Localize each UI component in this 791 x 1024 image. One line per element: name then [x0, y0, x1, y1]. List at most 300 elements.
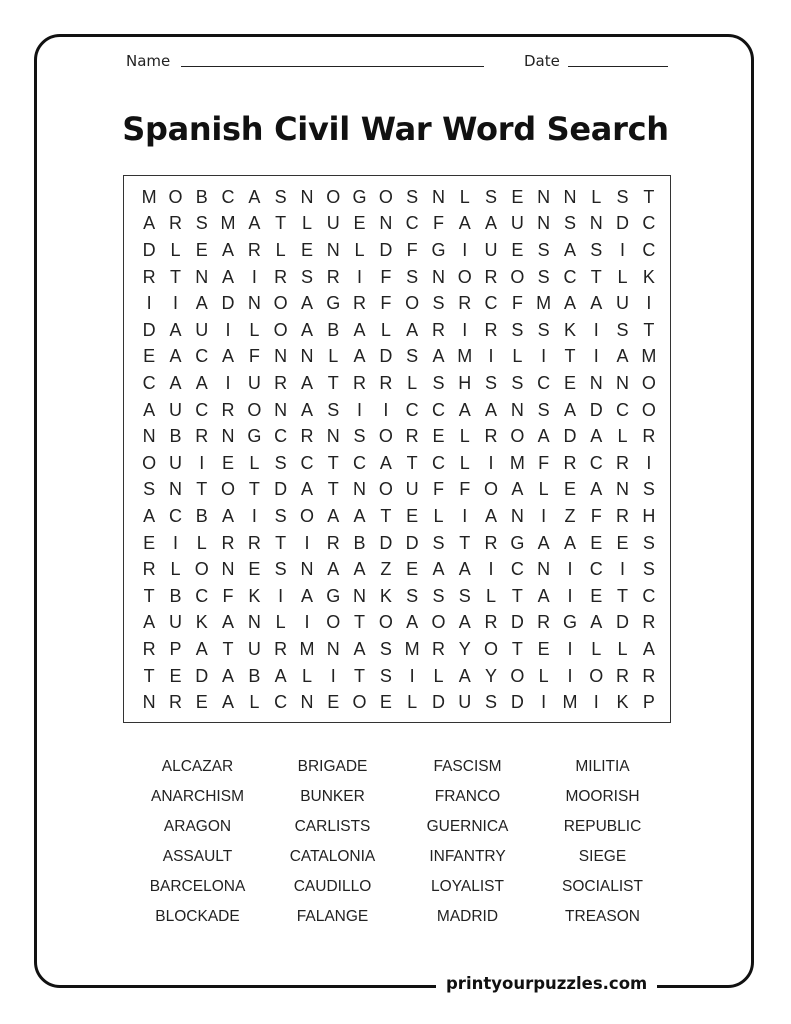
grid-letter[interactable]: T [617, 585, 629, 606]
grid-letter[interactable]: I [567, 638, 573, 659]
grid-letter[interactable]: B [169, 585, 182, 606]
grid-letter[interactable]: D [221, 293, 235, 314]
grid-letter[interactable]: L [459, 426, 470, 447]
grid-letter[interactable]: Y [485, 665, 498, 686]
grid-letter[interactable]: T [275, 213, 287, 234]
grid-letter[interactable]: A [195, 638, 208, 659]
grid-letter[interactable]: L [301, 213, 312, 234]
grid-letter[interactable]: E [406, 559, 419, 580]
grid-letter[interactable]: L [380, 319, 391, 340]
grid-letter[interactable]: T [380, 505, 392, 526]
grid-letter[interactable]: A [432, 346, 445, 367]
grid-letter[interactable]: E [537, 638, 550, 659]
grid-letter[interactable]: A [143, 612, 156, 633]
grid-letter[interactable]: A [590, 426, 603, 447]
grid-letter[interactable]: R [247, 532, 261, 553]
grid-letter[interactable]: N [142, 426, 156, 447]
grid-letter[interactable]: T [354, 612, 366, 633]
grid-letter[interactable]: N [274, 399, 288, 420]
grid-letter[interactable]: U [195, 319, 209, 340]
grid-letter[interactable]: A [458, 612, 471, 633]
grid-letter[interactable]: A [563, 239, 576, 260]
grid-letter[interactable]: A [300, 319, 313, 340]
grid-letter[interactable]: U [484, 239, 498, 260]
grid-letter[interactable]: C [642, 239, 656, 260]
grid-letter[interactable]: I [357, 399, 363, 420]
grid-letter[interactable]: U [247, 372, 261, 393]
grid-letter[interactable]: I [172, 532, 178, 553]
grid-letter[interactable]: T [327, 479, 339, 500]
grid-letter[interactable]: A [274, 665, 287, 686]
grid-letter[interactable]: A [222, 505, 235, 526]
grid-letter[interactable]: I [620, 239, 626, 260]
grid-letter[interactable]: S [432, 585, 445, 606]
grid-letter[interactable]: R [484, 612, 498, 633]
grid-letter[interactable]: T [248, 479, 260, 500]
grid-letter[interactable]: C [195, 585, 209, 606]
grid-letter[interactable]: I [172, 293, 178, 314]
grid-letter[interactable]: O [142, 452, 157, 473]
grid-letter[interactable]: A [563, 399, 576, 420]
grid-letter[interactable]: F [380, 266, 392, 287]
grid-letter[interactable]: G [431, 239, 446, 260]
grid-letter[interactable]: R [484, 532, 498, 553]
grid-letter[interactable]: F [222, 585, 234, 606]
grid-letter[interactable]: N [274, 346, 288, 367]
grid-letter[interactable]: L [459, 186, 470, 207]
grid-letter[interactable]: A [195, 293, 208, 314]
grid-letter[interactable]: A [248, 213, 261, 234]
grid-letter[interactable]: F [432, 479, 444, 500]
grid-letter[interactable]: T [143, 665, 155, 686]
grid-letter[interactable]: B [248, 665, 261, 686]
grid-letter[interactable]: N [326, 426, 340, 447]
grid-letter[interactable]: E [169, 665, 182, 686]
grid-letter[interactable]: S [642, 479, 655, 500]
grid-letter[interactable]: D [589, 399, 603, 420]
grid-letter[interactable]: R [353, 372, 367, 393]
grid-letter[interactable]: E [511, 186, 524, 207]
grid-letter[interactable]: C [589, 452, 603, 473]
grid-letter[interactable]: K [642, 266, 655, 287]
grid-letter[interactable]: O [194, 559, 209, 580]
grid-letter[interactable]: H [642, 505, 656, 526]
grid-letter[interactable]: L [407, 372, 418, 393]
grid-letter[interactable]: S [353, 426, 366, 447]
grid-letter[interactable]: C [431, 452, 445, 473]
grid-letter[interactable]: O [510, 665, 525, 686]
grid-letter[interactable]: D [431, 692, 445, 713]
grid-letter[interactable]: S [274, 505, 287, 526]
grid-letter[interactable]: R [484, 319, 498, 340]
grid-letter[interactable]: L [354, 239, 365, 260]
grid-letter[interactable]: A [248, 186, 261, 207]
grid-letter[interactable]: A [563, 293, 576, 314]
grid-letter[interactable]: T [643, 319, 655, 340]
grid-letter[interactable]: A [511, 479, 524, 500]
grid-letter[interactable]: R [274, 266, 288, 287]
grid-letter[interactable]: R [221, 399, 235, 420]
grid-letter[interactable]: U [168, 612, 182, 633]
grid-letter[interactable]: A [590, 612, 603, 633]
grid-letter[interactable]: T [169, 266, 181, 287]
grid-letter[interactable]: R [379, 372, 393, 393]
grid-letter[interactable]: R [326, 266, 340, 287]
grid-letter[interactable]: T [354, 665, 366, 686]
grid-letter[interactable]: A [143, 399, 156, 420]
grid-letter[interactable]: R [431, 638, 445, 659]
grid-letter[interactable]: A [432, 559, 445, 580]
grid-letter[interactable]: I [541, 346, 547, 367]
grid-letter[interactable]: O [378, 612, 393, 633]
grid-letter[interactable]: M [299, 638, 315, 659]
grid-letter[interactable]: R [353, 293, 367, 314]
grid-letter[interactable]: S [537, 239, 550, 260]
grid-letter[interactable]: K [248, 585, 261, 606]
grid-letter[interactable]: A [458, 213, 471, 234]
grid-letter[interactable]: T [275, 532, 287, 553]
grid-letter[interactable]: I [593, 319, 599, 340]
grid-letter[interactable]: C [300, 452, 314, 473]
grid-letter[interactable]: O [378, 426, 393, 447]
grid-letter[interactable]: I [593, 346, 599, 367]
grid-letter[interactable]: L [249, 692, 260, 713]
grid-letter[interactable]: K [195, 612, 208, 633]
grid-letter[interactable]: A [590, 479, 603, 500]
grid-letter[interactable]: E [195, 239, 208, 260]
grid-letter[interactable]: U [247, 638, 261, 659]
grid-letter[interactable]: O [641, 399, 656, 420]
grid-letter[interactable]: R [431, 319, 445, 340]
grid-letter[interactable]: M [220, 213, 236, 234]
grid-letter[interactable]: D [142, 319, 156, 340]
grid-letter[interactable]: C [510, 559, 524, 580]
grid-letter[interactable]: S [616, 319, 629, 340]
grid-letter[interactable]: F [406, 239, 418, 260]
grid-letter[interactable]: A [222, 692, 235, 713]
grid-letter[interactable]: G [247, 426, 262, 447]
grid-letter[interactable]: A [458, 665, 471, 686]
grid-letter[interactable]: I [278, 585, 284, 606]
grid-letter[interactable]: G [326, 585, 341, 606]
date-line[interactable] [568, 66, 668, 67]
grid-letter[interactable]: T [327, 372, 339, 393]
grid-letter[interactable]: A [458, 399, 471, 420]
grid-letter[interactable]: L [170, 559, 181, 580]
grid-letter[interactable]: L [538, 479, 549, 500]
grid-letter[interactable]: C [642, 585, 656, 606]
grid-letter[interactable]: A [300, 479, 313, 500]
grid-letter[interactable]: A [353, 319, 366, 340]
grid-letter[interactable]: G [510, 532, 525, 553]
grid-letter[interactable]: L [170, 239, 181, 260]
grid-letter[interactable]: S [537, 266, 550, 287]
grid-letter[interactable]: R [405, 426, 419, 447]
grid-letter[interactable]: I [488, 452, 494, 473]
grid-letter[interactable]: N [353, 479, 367, 500]
grid-letter[interactable]: E [143, 532, 156, 553]
grid-letter[interactable]: M [641, 346, 657, 367]
grid-letter[interactable]: R [142, 638, 156, 659]
grid-letter[interactable]: D [379, 346, 393, 367]
grid-letter[interactable]: L [249, 319, 260, 340]
grid-letter[interactable]: O [510, 266, 525, 287]
grid-letter[interactable]: A [169, 346, 182, 367]
grid-letter[interactable]: E [590, 532, 603, 553]
grid-letter[interactable]: M [509, 452, 525, 473]
grid-letter[interactable]: T [143, 585, 155, 606]
grid-letter[interactable]: N [142, 692, 156, 713]
grid-letter[interactable]: L [486, 585, 497, 606]
grid-letter[interactable]: E [300, 239, 313, 260]
grid-letter[interactable]: D [616, 612, 630, 633]
grid-letter[interactable]: N [537, 186, 551, 207]
grid-letter[interactable]: A [143, 505, 156, 526]
grid-letter[interactable]: G [352, 186, 367, 207]
grid-letter[interactable]: S [406, 346, 419, 367]
grid-letter[interactable]: M [404, 638, 420, 659]
grid-letter[interactable]: F [432, 213, 444, 234]
grid-letter[interactable]: U [326, 213, 340, 234]
grid-letter[interactable]: O [221, 479, 236, 500]
grid-letter[interactable]: I [304, 532, 310, 553]
grid-letter[interactable]: B [353, 532, 366, 553]
grid-letter[interactable]: E [590, 585, 603, 606]
grid-letter[interactable]: Z [564, 505, 576, 526]
grid-letter[interactable]: I [541, 692, 547, 713]
grid-letter[interactable]: S [642, 532, 655, 553]
grid-letter[interactable]: S [379, 665, 392, 686]
grid-letter[interactable]: O [484, 638, 499, 659]
grid-letter[interactable]: S [511, 319, 524, 340]
grid-letter[interactable]: I [357, 266, 363, 287]
grid-letter[interactable]: C [405, 213, 419, 234]
grid-letter[interactable]: C [563, 266, 577, 287]
grid-letter[interactable]: T [643, 186, 655, 207]
grid-letter[interactable]: T [196, 479, 208, 500]
grid-letter[interactable]: F [459, 479, 471, 500]
grid-letter[interactable]: O [273, 319, 288, 340]
grid-letter[interactable]: O [641, 372, 656, 393]
grid-letter[interactable]: L [407, 692, 418, 713]
grid-letter[interactable]: A [537, 426, 550, 447]
grid-letter[interactable]: R [484, 266, 498, 287]
grid-letter[interactable]: S [327, 399, 340, 420]
grid-letter[interactable]: L [433, 505, 444, 526]
grid-letter[interactable]: L [196, 532, 207, 553]
grid-letter[interactable]: L [512, 346, 523, 367]
grid-letter[interactable]: C [642, 213, 656, 234]
grid-letter[interactable]: L [538, 665, 549, 686]
grid-letter[interactable]: R [168, 692, 182, 713]
grid-letter[interactable]: C [537, 372, 551, 393]
grid-letter[interactable]: I [646, 452, 652, 473]
grid-letter[interactable]: C [195, 399, 209, 420]
grid-letter[interactable]: A [485, 399, 498, 420]
grid-letter[interactable]: A [353, 505, 366, 526]
grid-letter[interactable]: A [300, 372, 313, 393]
grid-letter[interactable]: R [642, 426, 656, 447]
grid-letter[interactable]: D [616, 213, 630, 234]
grid-letter[interactable]: S [406, 585, 419, 606]
grid-letter[interactable]: O [299, 505, 314, 526]
grid-letter[interactable]: K [563, 319, 576, 340]
grid-letter[interactable]: T [327, 452, 339, 473]
grid-letter[interactable]: A [563, 532, 576, 553]
grid-letter[interactable]: C [142, 372, 156, 393]
grid-letter[interactable]: N [616, 479, 630, 500]
grid-letter[interactable]: O [589, 665, 604, 686]
grid-letter[interactable]: D [510, 692, 524, 713]
grid-letter[interactable]: I [383, 399, 389, 420]
grid-letter[interactable]: N [326, 638, 340, 659]
grid-letter[interactable]: N [589, 372, 603, 393]
grid-letter[interactable]: S [563, 213, 576, 234]
grid-letter[interactable]: L [275, 612, 286, 633]
grid-letter[interactable]: E [563, 479, 576, 500]
grid-letter[interactable]: L [249, 452, 260, 473]
grid-letter[interactable]: O [510, 426, 525, 447]
grid-letter[interactable]: N [510, 399, 524, 420]
grid-letter[interactable]: A [327, 505, 340, 526]
grid-letter[interactable]: C [616, 399, 630, 420]
grid-letter[interactable]: N [431, 266, 445, 287]
grid-letter[interactable]: A [353, 346, 366, 367]
grid-letter[interactable]: C [221, 186, 235, 207]
grid-letter[interactable]: A [169, 319, 182, 340]
grid-letter[interactable]: E [406, 505, 419, 526]
grid-letter[interactable]: E [222, 452, 235, 473]
grid-letter[interactable]: K [379, 585, 392, 606]
grid-letter[interactable]: A [327, 559, 340, 580]
grid-letter[interactable]: S [195, 213, 208, 234]
grid-letter[interactable]: U [616, 293, 630, 314]
grid-letter[interactable]: A [222, 266, 235, 287]
grid-letter[interactable]: I [146, 293, 152, 314]
grid-letter[interactable]: L [617, 426, 628, 447]
grid-letter[interactable]: N [247, 612, 261, 633]
grid-letter[interactable]: U [168, 452, 182, 473]
grid-letter[interactable]: R [616, 665, 630, 686]
grid-letter[interactable]: O [326, 612, 341, 633]
grid-letter[interactable]: A [353, 638, 366, 659]
grid-letter[interactable]: L [433, 665, 444, 686]
grid-letter[interactable]: R [537, 612, 551, 633]
grid-letter[interactable]: A [616, 346, 629, 367]
grid-letter[interactable]: T [459, 532, 471, 553]
grid-letter[interactable]: S [485, 186, 498, 207]
grid-letter[interactable]: F [248, 346, 260, 367]
grid-letter[interactable]: S [432, 293, 445, 314]
grid-letter[interactable]: L [591, 186, 602, 207]
grid-letter[interactable]: R [221, 532, 235, 553]
grid-letter[interactable]: I [567, 585, 573, 606]
grid-letter[interactable]: I [304, 612, 310, 633]
grid-letter[interactable]: N [510, 505, 524, 526]
grid-letter[interactable]: D [195, 665, 209, 686]
grid-letter[interactable]: L [275, 239, 286, 260]
grid-letter[interactable]: S [379, 638, 392, 659]
grid-letter[interactable]: T [590, 266, 602, 287]
grid-letter[interactable]: I [541, 505, 547, 526]
grid-letter[interactable]: I [462, 319, 468, 340]
grid-letter[interactable]: D [274, 479, 288, 500]
grid-letter[interactable]: R [563, 452, 577, 473]
grid-letter[interactable]: S [300, 266, 313, 287]
grid-letter[interactable]: S [274, 452, 287, 473]
grid-letter[interactable]: P [169, 638, 182, 659]
grid-letter[interactable]: C [195, 346, 209, 367]
grid-letter[interactable]: A [590, 293, 603, 314]
grid-letter[interactable]: I [462, 505, 468, 526]
grid-letter[interactable]: N [300, 692, 314, 713]
grid-letter[interactable]: R [195, 426, 209, 447]
grid-letter[interactable]: S [537, 399, 550, 420]
grid-letter[interactable]: C [405, 399, 419, 420]
grid-letter[interactable]: A [406, 319, 419, 340]
grid-letter[interactable]: D [510, 612, 524, 633]
grid-letter[interactable]: I [409, 665, 415, 686]
grid-letter[interactable]: I [567, 665, 573, 686]
grid-letter[interactable]: O [457, 266, 472, 287]
grid-letter[interactable]: I [330, 665, 336, 686]
grid-letter[interactable]: N [168, 479, 182, 500]
grid-letter[interactable]: O [484, 479, 499, 500]
grid-letter[interactable]: N [537, 559, 551, 580]
grid-letter[interactable]: E [248, 559, 261, 580]
grid-letter[interactable]: S [432, 532, 445, 553]
grid-letter[interactable]: R [142, 266, 156, 287]
grid-letter[interactable]: I [593, 692, 599, 713]
grid-letter[interactable]: S [406, 186, 419, 207]
grid-letter[interactable]: S [537, 319, 550, 340]
grid-letter[interactable]: H [458, 372, 472, 393]
grid-letter[interactable]: T [511, 585, 523, 606]
grid-letter[interactable]: A [485, 213, 498, 234]
grid-letter[interactable]: S [274, 186, 287, 207]
grid-letter[interactable]: A [222, 612, 235, 633]
grid-letter[interactable]: L [301, 665, 312, 686]
grid-letter[interactable]: Z [380, 559, 392, 580]
grid-letter[interactable]: M [457, 346, 473, 367]
grid-letter[interactable]: N [379, 213, 393, 234]
grid-letter[interactable]: A [222, 346, 235, 367]
grid-letter[interactable]: R [616, 452, 630, 473]
grid-letter[interactable]: N [221, 559, 235, 580]
grid-letter[interactable]: N [300, 186, 314, 207]
grid-letter[interactable]: N [431, 186, 445, 207]
grid-letter[interactable]: E [511, 239, 524, 260]
grid-letter[interactable]: R [168, 213, 182, 234]
grid-letter[interactable]: E [353, 213, 366, 234]
grid-letter[interactable]: A [300, 585, 313, 606]
grid-letter[interactable]: G [326, 293, 341, 314]
grid-letter[interactable]: E [379, 692, 392, 713]
grid-letter[interactable]: L [459, 452, 470, 473]
grid-letter[interactable]: O [378, 186, 393, 207]
grid-letter[interactable]: D [142, 239, 156, 260]
grid-letter[interactable]: S [616, 186, 629, 207]
grid-letter[interactable]: L [617, 638, 628, 659]
grid-letter[interactable]: S [485, 692, 498, 713]
grid-letter[interactable]: A [537, 532, 550, 553]
grid-letter[interactable]: S [406, 266, 419, 287]
grid-letter[interactable]: N [589, 213, 603, 234]
grid-letter[interactable]: C [589, 559, 603, 580]
grid-letter[interactable]: I [199, 452, 205, 473]
grid-letter[interactable]: R [484, 426, 498, 447]
grid-letter[interactable]: N [616, 372, 630, 393]
